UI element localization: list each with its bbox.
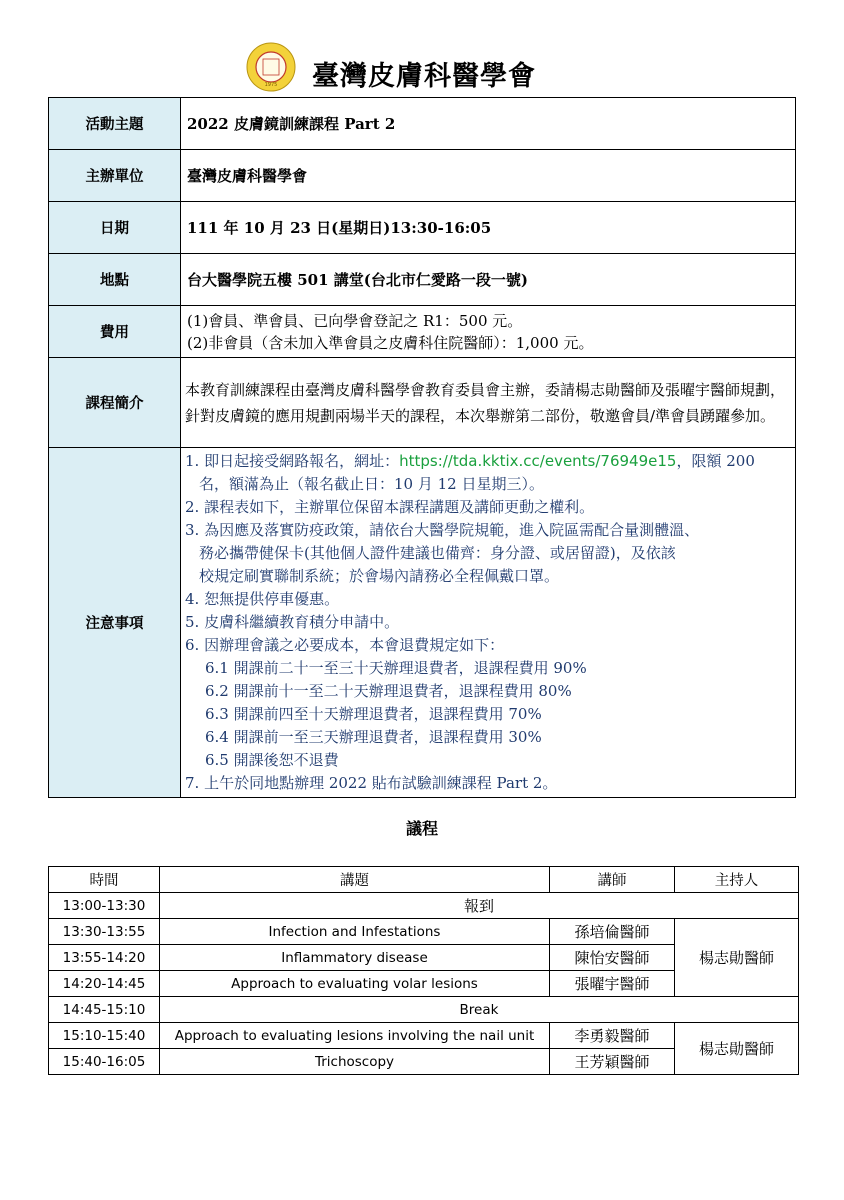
notes-value <box>181 448 796 798</box>
organizer-value: 臺灣皮膚科醫學會 <box>181 150 796 202</box>
note-4: 4. 恕無提供停車優惠。 <box>185 590 340 608</box>
note-1: 1. 即日起接受網路報名，網址：https://tda.kktix.cc/events/76949e15，限額 200 <box>185 452 755 470</box>
topic-value: 2022 皮膚鏡訓練課程 Part 2 <box>181 98 796 150</box>
date-row <box>49 202 796 254</box>
fee-line-non-members: (2)非會員（含未加入準會員之皮膚科住院醫師）：1,000 元。 <box>187 333 594 352</box>
table-row <box>49 919 799 945</box>
header-topic: 講題 <box>160 867 550 893</box>
speaker-cell: 孫培倫醫師 <box>550 919 675 945</box>
time-cell: 15:40-16:05 <box>49 1049 160 1075</box>
topic-label: 活動主題 <box>49 98 181 150</box>
agenda-title: 議程 <box>405 819 438 838</box>
topic-row <box>49 98 796 150</box>
note-5: 5. 皮膚科繼續教育積分申請中。 <box>185 613 400 631</box>
fee-line-members: (1)會員、準會員、已向學會登記之 R1：500 元。 <box>187 311 523 330</box>
speaker-cell: 王芳穎醫師 <box>550 1049 675 1075</box>
header-time: 時間 <box>49 867 160 893</box>
date-value: 111 年 10 月 23 日(星期日)13:30-16:05 <box>181 202 796 254</box>
location-row <box>49 254 796 306</box>
time-cell: 13:30-13:55 <box>49 919 160 945</box>
topic-cell: Trichoscopy <box>160 1049 550 1075</box>
event-info-table <box>48 97 796 798</box>
time-cell: 13:00-13:30 <box>49 893 160 919</box>
topic-cell: 報到 <box>160 893 799 919</box>
agenda-table <box>48 866 799 1075</box>
notes-row <box>49 448 796 798</box>
time-cell: 13:55-14:20 <box>49 945 160 971</box>
location-value: 台大醫學院五樓 501 講堂(台北市仁愛路一段一號) <box>181 254 796 306</box>
topic-cell: Break <box>160 997 799 1023</box>
intro-value: 本教育訓練課程由臺灣皮膚科醫學會教育委員會主辦，委請楊志勛醫師及張曜宇醫師規劃，針對皮膚鏡的應用規劃兩場半天的課程，本次舉辦第二部份，敬邀會員/準會員踴躍參加。 <box>181 358 796 448</box>
note-6: 6. 因辦理會議之必要成本，本會退費規定如下： <box>185 636 505 654</box>
svg-text:1975: 1975 <box>264 82 278 88</box>
fee-value <box>181 306 796 358</box>
note-7: 7. 上午於同地點辦理 2022 貼布試驗訓練課程 Part 2。 <box>185 774 558 792</box>
intro-label: 課程簡介 <box>49 358 181 448</box>
moderator-cell: 楊志勛醫師 <box>675 1023 799 1075</box>
organizer-row <box>49 150 796 202</box>
intro-row <box>49 358 796 448</box>
time-cell: 14:20-14:45 <box>49 971 160 997</box>
note-6-3: 6.3 開課前四至十天辦理退費者，退課程費用 70% <box>205 705 542 723</box>
notes-label: 注意事項 <box>49 448 181 798</box>
topic-cell: Infection and Infestations <box>160 919 550 945</box>
organization-title: 臺灣皮膚科醫學會 <box>312 61 536 92</box>
note-3c: 校規定刷實聯制系統；於會場內請務必全程佩戴口罩。 <box>199 567 560 585</box>
document-header <box>0 40 844 100</box>
time-cell: 15:10-15:40 <box>49 1023 160 1049</box>
note-2: 2. 課程表如下，主辦單位保留本課程講題及講師更動之權利。 <box>185 498 595 516</box>
table-row <box>49 1023 799 1049</box>
speaker-cell: 陳怡安醫師 <box>550 945 675 971</box>
speaker-cell: 張曜宇醫師 <box>550 971 675 997</box>
note-3a: 3. 為因應及落實防疫政策，請依台大醫學院規範，進入院區需配合量測體溫、 <box>185 521 700 539</box>
topic-cell: Inflammatory disease <box>160 945 550 971</box>
moderator-cell: 楊志勛醫師 <box>675 919 799 997</box>
note-6-2: 6.2 開課前十一至二十天辦理退費者，退課程費用 80% <box>205 682 572 700</box>
location-label: 地點 <box>49 254 181 306</box>
organizer-label: 主辦單位 <box>49 150 181 202</box>
topic-cell: Approach to evaluating lesions involving the nail unit <box>160 1023 550 1049</box>
speaker-cell: 李勇毅醫師 <box>550 1023 675 1049</box>
header-moderator: 主持人 <box>675 867 799 893</box>
header-speaker: 講師 <box>550 867 675 893</box>
note-6-5: 6.5 開課後恕不退費 <box>205 751 339 769</box>
note-1-continued: 名，額滿為止（報名截止日：10 月 12 日星期三）。 <box>199 475 544 493</box>
table-row <box>49 997 799 1023</box>
fee-label: 費用 <box>49 306 181 358</box>
note-6-1: 6.1 開課前二十一至三十天辦理退費者，退課程費用 90% <box>205 659 587 677</box>
note-3b: 務必攜帶健保卡(其他個人證件建議也備齊：身分證、或居留證)，及依該 <box>199 544 676 562</box>
agenda-header-row <box>49 867 799 893</box>
fee-row <box>49 306 796 358</box>
date-label: 日期 <box>49 202 181 254</box>
time-cell: 14:45-15:10 <box>49 997 160 1023</box>
registration-link[interactable]: https://tda.kktix.cc/events/76949e15 <box>399 452 677 470</box>
association-logo <box>246 42 296 92</box>
table-row <box>49 893 799 919</box>
topic-cell: Approach to evaluating volar lesions <box>160 971 550 997</box>
note-6-4: 6.4 開課前一至三天辦理退費者，退課程費用 30% <box>205 728 542 746</box>
